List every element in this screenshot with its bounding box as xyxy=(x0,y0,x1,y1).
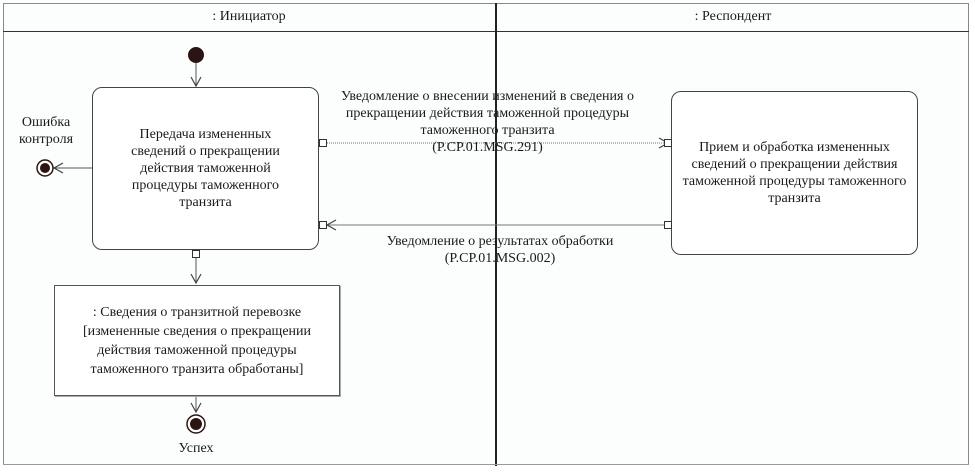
message-291-code: (P.CP.01.MSG.291) xyxy=(432,140,543,155)
initial-node-icon xyxy=(188,47,204,63)
action-receive-process[interactable] xyxy=(671,91,918,255)
action-receive-label: Прием и обработка измененных сведений о прекращении действия таможенной процедуры таможенного транзита xyxy=(682,140,907,206)
input-pin-002 xyxy=(319,221,327,229)
message-291-label xyxy=(310,88,665,156)
diagram-bottom-border xyxy=(3,464,969,465)
action-send-label: Передача измененных сведений о прекращении действия таможенной процедуры таможенного транзита xyxy=(131,127,280,210)
output-pin-002 xyxy=(664,221,672,229)
object-node-label: : Сведения о транзитной перевозке [измененные сведения о прекращении действия таможенной процедуры таможенного транзита обработаны] xyxy=(82,304,312,377)
input-pin-291 xyxy=(664,139,672,147)
message-002-text: Уведомление о результатах обработки xyxy=(386,234,614,249)
message-002-label xyxy=(330,233,670,267)
success-final-label: Успех xyxy=(178,441,214,456)
lane-label-respondent: : Респондент xyxy=(694,9,772,24)
output-pin-object xyxy=(192,250,200,258)
lane-label-initiator: : Инициатор xyxy=(212,9,286,24)
action-send-changes[interactable] xyxy=(92,87,319,250)
object-node-transit-info[interactable] xyxy=(54,285,340,396)
message-291-text: Уведомление о внесении изменений в сведения о прекращении действия таможенной процедуры таможенного транзита xyxy=(341,89,634,138)
error-final-label: Ошибка контроля xyxy=(18,115,74,147)
message-002-code: (P.CP.01.MSG.002) xyxy=(444,251,556,266)
